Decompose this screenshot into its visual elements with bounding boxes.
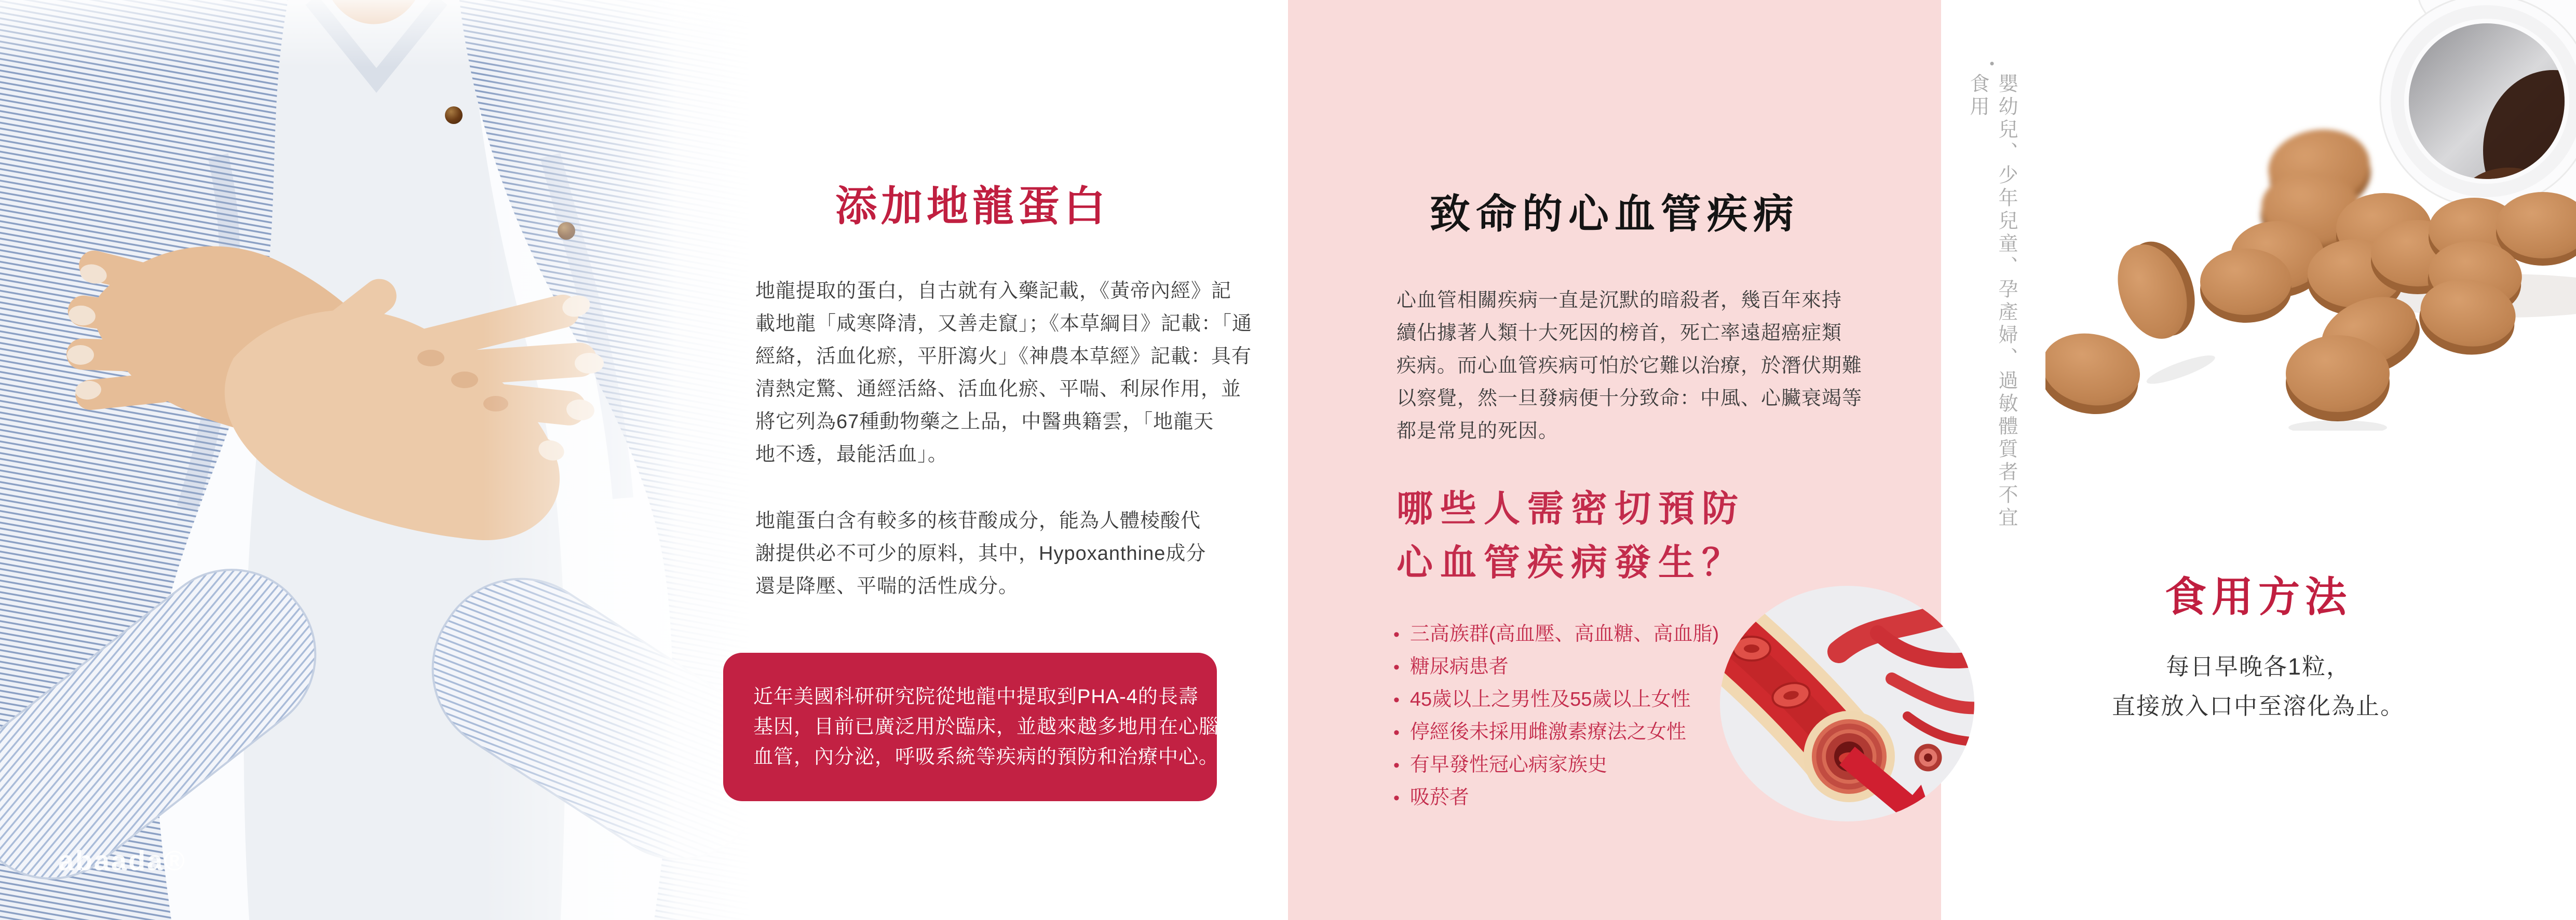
chest-pain-photo [0, 0, 753, 920]
text-line: 疾病。而心血管疾病可怕於它難以治療，於潛伏期難 [1397, 355, 1863, 377]
bullet-icon: • [1984, 61, 2000, 66]
section-title-usage: 食用方法 [2165, 574, 2352, 620]
text-line: 心血管相關疾病一直是沉默的暗殺者，幾百年來持 [1397, 290, 1842, 311]
text-line: 地不透，最能活血」。 [755, 444, 948, 465]
shirt-button [445, 106, 463, 124]
bullet-icon: • [1393, 657, 1400, 677]
text-line: 經絡，活血化瘀，平肝瀉火」《神農本草經》記載：具有 [755, 346, 1252, 367]
left-paragraph-1 [755, 275, 1252, 471]
list-item-label: 三高族群(高血壓、高血糖、高血脂) [1409, 623, 1719, 645]
prevention-heading [1397, 482, 1745, 589]
text-line: 近年美國科研研究院從地龍中提取到PHA-4的長壽 [753, 686, 1199, 708]
text-line: 地龍提取的蛋白，自古就有入藥記載，《黃帝內經》記 [755, 280, 1232, 302]
risk-group-list [1393, 618, 1719, 814]
list-item [1393, 716, 1719, 749]
text-line: 基因，目前已廣泛用於臨床，並越來越多地用在心腦 [753, 716, 1219, 738]
list-item [1393, 781, 1719, 814]
bullet-icon: • [1393, 690, 1400, 710]
list-item-label: 吸菸者 [1409, 787, 1469, 808]
man-holding-chest-illustration [0, 0, 753, 920]
section-title-cardiovascular: 致命的心血管疾病 [1429, 191, 1799, 237]
heading-line: 心血管疾病發生？ [1397, 542, 1745, 583]
usage-instructions [2061, 647, 2456, 726]
list-item-label: 45歲以上之男性及55歲以上女性 [1409, 689, 1691, 710]
bullet-icon: • [1393, 756, 1400, 775]
text-line: 每日早晚各1粒， [2165, 653, 2351, 680]
text-line: 直接放入口中至溶化為止。 [2111, 693, 2405, 719]
text-line: 載地龍「咸寒降清，又善走竄」；《本草綱目》記載：「通 [755, 313, 1253, 335]
cardiovascular-paragraph [1397, 284, 1862, 448]
pha4-highlight-box [723, 653, 1217, 801]
list-item [1393, 651, 1719, 683]
page-title-earthworm-protein: 添加地龍蛋白 [835, 183, 1109, 229]
text-line: 都是常見的死因。 [1397, 420, 1559, 442]
list-item [1393, 618, 1719, 651]
brand-watermark: abaada® [58, 845, 186, 876]
bullet-icon: • [1393, 788, 1400, 808]
text-line: 地龍蛋白含有較多的核苷酸成分，能為人體棱酸代 [755, 510, 1201, 532]
text-line: 清熱定驚、通經活絡、活血化瘀、平喘、利尿作用，並 [755, 378, 1242, 400]
list-item [1393, 749, 1719, 781]
heading-line: 哪些人需密切預防 [1397, 488, 1745, 529]
pills-and-bottle-photo [2045, 0, 2576, 433]
list-item [1393, 683, 1719, 716]
text-line: 謝提供必不可少的原料，其中，Hypoxanthine成分 [755, 543, 1206, 565]
bullet-icon: • [1393, 723, 1400, 743]
text-line: 續佔據著人類十大死因的榜首，死亡率遠超癌症類 [1397, 322, 1842, 344]
list-item-label: 糖尿病患者 [1409, 656, 1509, 678]
left-paragraph-2 [755, 505, 1206, 603]
bullet-icon: • [1393, 625, 1400, 644]
list-item-label: 停經後未採用雌激素療法之女性 [1409, 721, 1686, 743]
warning-note-vertical [1963, 61, 2021, 539]
warning-note-text: 嬰幼兒、少年兒童、孕產婦、過敏體質者不宜食用 [1967, 73, 2017, 530]
artery-illustration [1719, 585, 1975, 827]
text-line: 還是降壓、平喘的活性成分。 [755, 575, 1019, 597]
text-line: 以察覺，然一旦發病便十分致命：中風、心臟衰竭等 [1397, 388, 1863, 409]
text-line: 將它列為67種動物藥之上品，中醫典籍雲，「地龍天 [755, 411, 1214, 433]
list-item-label: 有早發性冠心病家族史 [1409, 754, 1607, 776]
text-line: 血管，內分泌，呼吸系統等疾病的預防和治療中心。 [753, 746, 1219, 768]
